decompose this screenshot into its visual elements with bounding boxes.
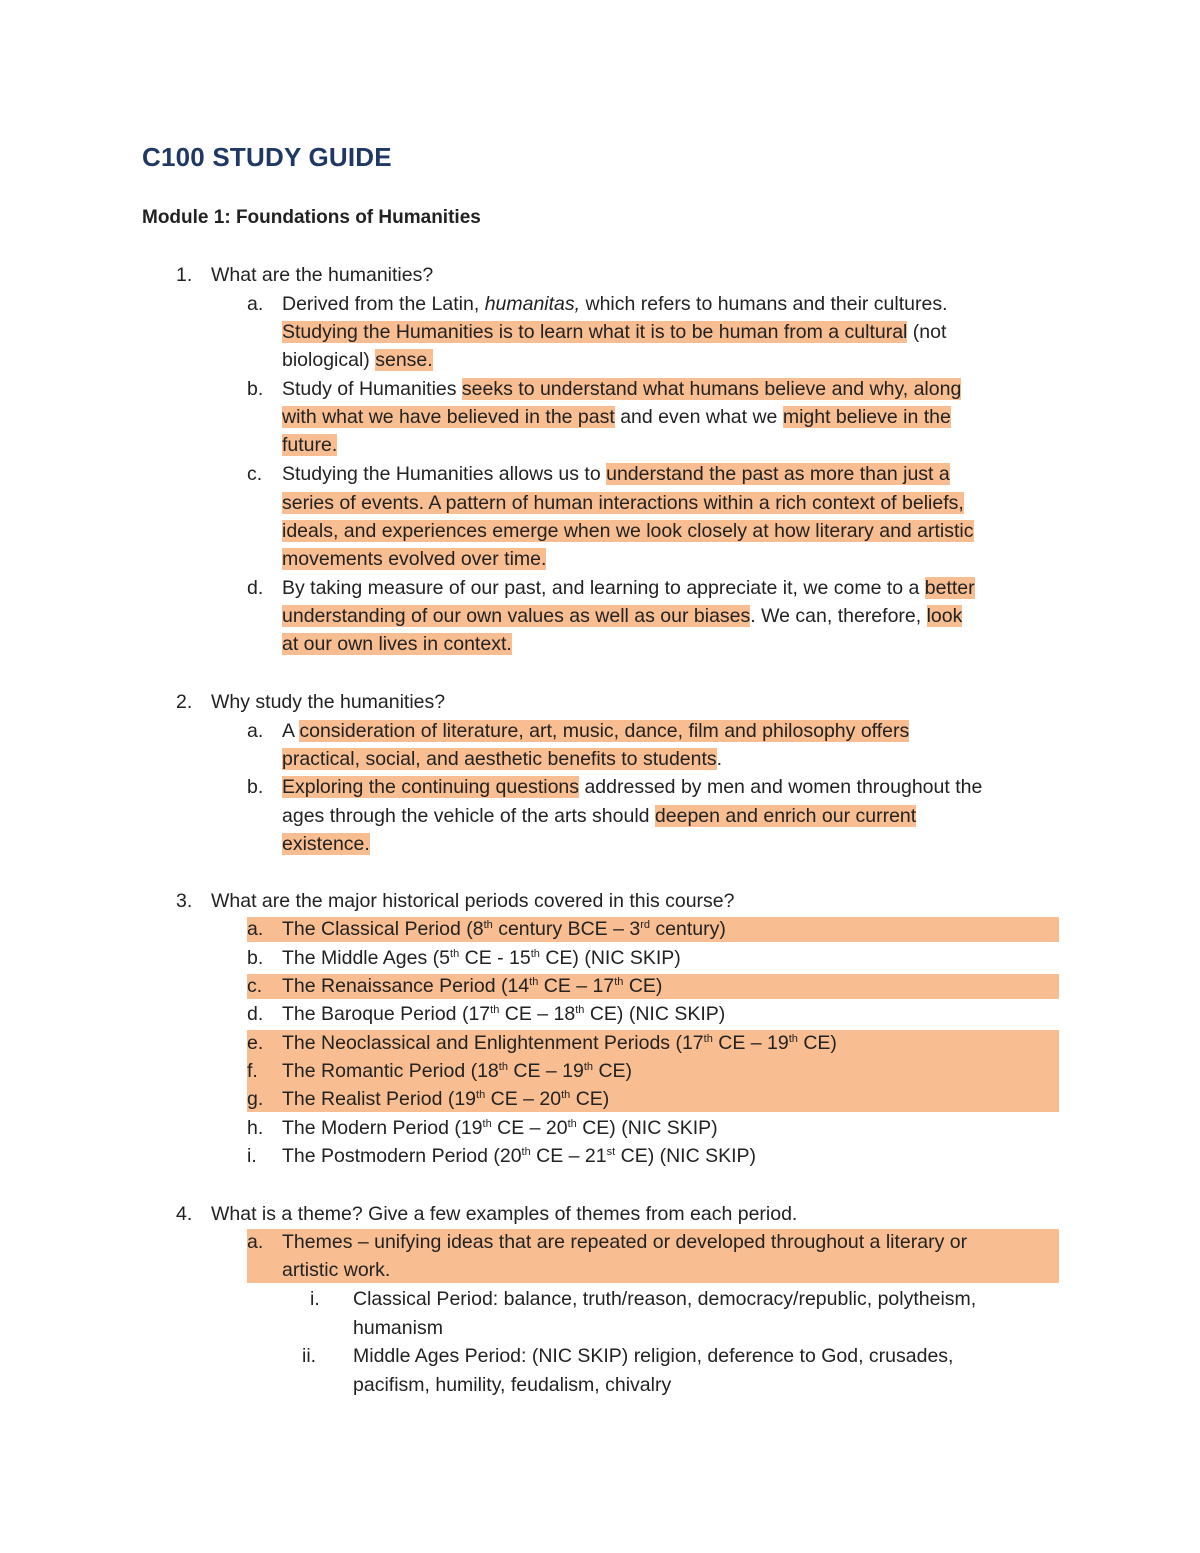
module-heading: Module 1: Foundations of Humanities	[142, 207, 481, 228]
q1a-line-1: Derived from the Latin, humanitas, which refers to humans and their cultures.	[282, 293, 948, 315]
q4a-label: a.	[247, 1231, 264, 1253]
q1c-label: c.	[247, 463, 263, 485]
q4-i-line-2: humanism	[353, 1317, 443, 1339]
period-item: The Realist Period (19th CE – 20th CE)	[282, 1088, 610, 1110]
q4-i-label: i.	[310, 1288, 320, 1310]
q4a-line-2: artistic work.	[282, 1259, 391, 1281]
q1-number: 1.	[176, 264, 193, 286]
q1b-line-3: future.	[282, 434, 338, 456]
q4-ii-label: ii.	[302, 1345, 317, 1367]
q1-question: What are the humanities?	[211, 264, 434, 286]
q4-question: What is a theme? Give a few examples of themes from each period.	[211, 1203, 798, 1225]
period-item: The Romantic Period (18th CE – 19th CE)	[282, 1060, 633, 1082]
q4-ii-line-2: pacifism, humility, feudalism, chivalry	[353, 1374, 672, 1396]
q1d-line-3: at our own lives in context.	[282, 633, 512, 655]
q3-question: What are the major historical periods covered in this course?	[211, 890, 735, 912]
q2b-label: b.	[247, 776, 264, 798]
period-item: The Renaissance Period (14th CE – 17th CE)	[282, 975, 663, 997]
q2a-label: a.	[247, 720, 264, 742]
period-label: f.	[247, 1060, 258, 1082]
period-label: b.	[247, 947, 264, 969]
period-item: The Middle Ages (5th CE - 15th CE) (NIC SKIP)	[282, 947, 681, 969]
q3-number: 3.	[176, 890, 193, 912]
period-label: d.	[247, 1003, 264, 1025]
q1c-line-4: movements evolved over time.	[282, 548, 547, 570]
q1c-line-3: ideals, and experiences emerge when we look closely at how literary and artistic	[282, 520, 974, 542]
q2a-line-1: A consideration of literature, art, music, dance, film and philosophy offers	[282, 720, 910, 742]
q4-number: 4.	[176, 1203, 193, 1225]
document-title: C100 STUDY GUIDE	[142, 142, 392, 172]
period-item: The Classical Period (8th century BCE – 3rd century)	[282, 918, 726, 940]
q1d-line-2: understanding of our own values as well as our biases. We can, therefore, look	[282, 605, 963, 627]
q4-i-line-1: Classical Period: balance, truth/reason, democracy/republic, polytheism,	[353, 1288, 977, 1310]
period-label: e.	[247, 1032, 264, 1054]
q1a-line-3: biological) sense.	[282, 349, 433, 371]
period-item: The Baroque Period (17th CE – 18th CE) (NIC SKIP)	[282, 1003, 726, 1025]
period-item: The Postmodern Period (20th CE – 21st CE) (NIC SKIP)	[282, 1145, 757, 1167]
q1d-line-1: By taking measure of our past, and learning to appreciate it, we come to a better	[282, 577, 975, 599]
q1c-line-1: Studying the Humanities allows us to understand the past as more than just a	[282, 463, 950, 485]
period-label: c.	[247, 975, 263, 997]
period-label: a.	[247, 918, 264, 940]
q1c-line-2: series of events. A pattern of human interactions within a rich context of beliefs,	[282, 492, 964, 514]
period-label: i.	[247, 1145, 257, 1167]
period-label: g.	[247, 1088, 264, 1110]
q1a-label: a.	[247, 293, 264, 315]
q1a-line-2: Studying the Humanities is to learn what it is to be human from a cultural (not	[282, 321, 947, 343]
q1b-line-2: with what we have believed in the past and even what we might believe in the	[282, 406, 951, 428]
period-item: The Modern Period (19th CE – 20th CE) (NIC SKIP)	[282, 1117, 718, 1139]
q2-number: 2.	[176, 691, 193, 713]
q4a-line-1: Themes – unifying ideas that are repeated or developed throughout a literary or	[282, 1231, 968, 1253]
q4-ii-line-1: Middle Ages Period: (NIC SKIP) religion, deference to God, crusades,	[353, 1345, 954, 1367]
q2b-line-2: ages through the vehicle of the arts should deepen and enrich our current	[282, 805, 917, 827]
period-label: h.	[247, 1117, 264, 1139]
q2-question: Why study the humanities?	[211, 691, 446, 713]
q2b-line-1: Exploring the continuing questions addressed by men and women throughout the	[282, 776, 983, 798]
q2b-line-3: existence.	[282, 833, 370, 855]
q1b-label: b.	[247, 378, 264, 400]
q1d-label: d.	[247, 577, 264, 599]
q2a-line-2: practical, social, and aesthetic benefits to students.	[282, 748, 723, 770]
period-item: The Neoclassical and Enlightenment Periods (17th CE – 19th CE)	[282, 1032, 837, 1054]
q1b-line-1: Study of Humanities seeks to understand what humans believe and why, along	[282, 378, 962, 400]
